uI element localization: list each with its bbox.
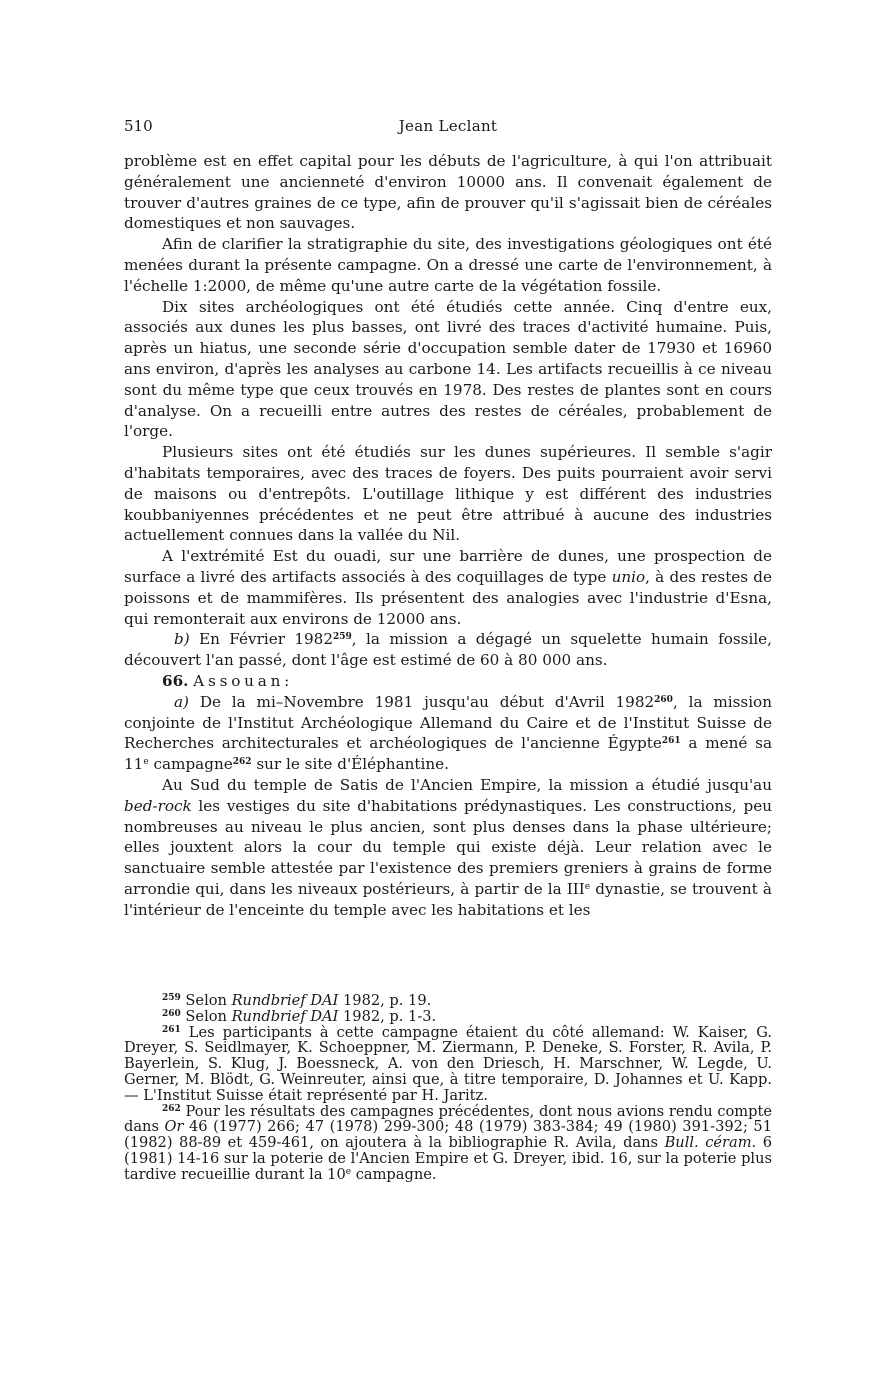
italic-title: Bull. céram. bbox=[664, 1134, 757, 1152]
paragraph-text: sur le site d'Éléphantine. bbox=[251, 755, 449, 774]
italic-term: unio bbox=[611, 567, 646, 586]
paragraph-text: Au Sud du temple de Satis de l'Ancien Empire, la mission a étudié jusqu'au bbox=[162, 775, 772, 794]
paragraph-text: , la mission conjointe de l'Institut Archéologique Allemand du Caire et de l'Institut Suisse de Recherches architecturales et archéologiques de l'ancienne Égypte bbox=[124, 692, 772, 753]
page-number: 510 bbox=[124, 117, 153, 135]
ordinal-suffix: e bbox=[584, 881, 591, 892]
italic-title: Rundbrief DAI bbox=[231, 1007, 339, 1025]
paragraph bbox=[124, 692, 772, 775]
footnote-text: Pour les résultats des campagnes précédentes, dont nous avions rendu compte dans bbox=[124, 1102, 772, 1136]
italic-term: bed-rock bbox=[124, 796, 192, 815]
paragraph-text: Afin de clarifier la stratigraphie du site, des investigations géologiques ont été menées durant la présente campagne. On a dressé une carte de l'environnement, à l'échelle 1:2000, de même qu'une autre carte de la végétation fossile. bbox=[124, 235, 772, 295]
paragraph bbox=[124, 297, 772, 443]
paragraph-text: les vestiges du site d'habitations prédynastiques. Les constructions, peu nombreuses au niveau le plus ancien, sont plus denses dans la phase ultérieure; elles jouxtent alors la cour du temple qui existe déjà. Leur relation avec le sanctuaire semble attestée par l'existence des premiers greniers à grains de forme arrondie qui, dans les niveaux postérieurs, à partir de la III bbox=[124, 796, 772, 898]
footnote-number: 259 bbox=[162, 993, 181, 1003]
footnote-ref[interactable]: 260 bbox=[654, 694, 673, 705]
footnote-261 bbox=[124, 1025, 772, 1104]
footnote-number: 262 bbox=[162, 1103, 181, 1114]
paragraph bbox=[124, 234, 772, 296]
paragraph-text: problème est en effet capital pour les débuts de l'agriculture, à qui l'on attribuait généralement une ancienneté d'environ 10000 ans. Il convenait également de trouver d'autres graines de ce type, afin de prouver qu'il s'agissait bien de céréales domestiques et non sauvages. bbox=[124, 152, 772, 233]
section-number: 66. bbox=[162, 671, 189, 690]
footnote-number: 260 bbox=[162, 1008, 181, 1019]
footnote-text: 46 (1977) 266; 47 (1978) 299-300; 48 (1979) 383-384; 49 (1980) 391-392; 51 (1982) 88-89 et 459-461, on ajoutera à la bibliographie R. Avila, dans bbox=[124, 1118, 772, 1152]
item-label: b) bbox=[174, 630, 190, 649]
paragraph bbox=[124, 629, 772, 671]
footnote-260 bbox=[124, 1009, 772, 1025]
footnote-ref[interactable]: 261 bbox=[661, 736, 681, 747]
page-header bbox=[124, 117, 772, 139]
paragraph-text: De la mi–Novembre 1981 jusqu'au début d'Avril 1982 bbox=[188, 692, 655, 711]
paragraph-text: Dix sites archéologiques ont été étudiés cette année. Cinq d'entre eux, associés aux dunes les plus basses, ont livré des traces d'activité humaine. Puis, après un hiatus, une seconde série d'occupation semble dater de 17930 et 16960 ans environ, d'après les analyses au carbone 14. Les artifacts recueillis à ce niveau sont du même type que ceux trouvés en 1978. Des restes de plantes sont en cours d'analyse. On a recueilli entre autres des restes de céréales, probablement de l'orge. bbox=[124, 297, 772, 441]
body-text bbox=[124, 151, 772, 920]
paragraph bbox=[124, 442, 772, 546]
footnote-ref[interactable]: 262 bbox=[232, 757, 252, 768]
footnote-ref[interactable]: 259 bbox=[333, 632, 352, 643]
italic-title: Or bbox=[164, 1118, 184, 1136]
footnote-text: campagne. bbox=[351, 1165, 437, 1183]
footnote-text: Les participants à cette campagne étaient du côté allemand: W. Kaiser, G. Dreyer, S. Seidlmayer, K. Schoeppner, M. Ziermann, P. Deneke, S. Forster, R. Avila, P. Bayerlein, S. Klug, J. Boessneck, A. von den Driesch, H. Marschner, W. Legde, U. Gerner, M. Blödt, G. Weinreuter, ainsi que, à titre temporaire, D. Johannes et U. Kapp. — L'Institut Suisse était représenté par H. Jaritz. bbox=[124, 1023, 772, 1104]
italic-title: Rundbrief DAI bbox=[231, 992, 339, 1009]
paragraph-text: En Février 1982 bbox=[189, 630, 333, 649]
section-title: Assouan: bbox=[193, 671, 294, 690]
section-heading bbox=[124, 671, 772, 692]
ordinal-suffix: e bbox=[143, 757, 149, 768]
paragraph-text: A l'extrémité Est du ouadi, sur une barrière de dunes, une prospection de surface a livré des artifacts associés à des coquillages de type bbox=[124, 547, 772, 586]
footnote-259 bbox=[124, 993, 772, 1009]
paragraph-text: Plusieurs sites ont été étudiés sur les dunes supérieures. Il semble s'agir d'habitats temporaires, avec des traces de foyers. Des puits pourraient avoir servi de maisons ou d'entrepôts. L'outillage lithique y est différent des industries koubbaniyennes précédentes et ne peut être attribué à aucune des industries actuellement connues dans la vallée du Nil. bbox=[124, 443, 772, 545]
footnote-text: 1982, p. 19. bbox=[338, 992, 432, 1009]
paragraph bbox=[124, 775, 772, 921]
ordinal-suffix: e bbox=[345, 1166, 352, 1177]
footnote-262 bbox=[124, 1104, 772, 1183]
paragraph-text: a mené sa 11 bbox=[124, 734, 772, 774]
paragraph bbox=[124, 151, 772, 234]
footnotes bbox=[124, 993, 772, 1183]
footnote-text: Selon bbox=[180, 1007, 232, 1025]
paragraph-text: dynastie, se trouvent à l'intérieur de l'enceinte du temple avec les habitations et les bbox=[124, 879, 772, 919]
paragraph-text: , à des restes de poissons et de mammifères. Ils présentent des analogies avec l'industrie d'Esna, qui remonterait aux environs de 12000 ans. bbox=[124, 567, 772, 628]
paragraph-text: , la mission a dégagé un squelette humain fossile, découvert l'an passé, dont l'âge est estimé de 60 à 80 000 ans. bbox=[124, 630, 772, 670]
paragraph bbox=[124, 546, 772, 629]
item-label: a) bbox=[174, 692, 189, 711]
footnote-text: 6 (1981) 14-16 sur la poterie de l'Ancien Empire et G. Dreyer, ibid. 16, sur la poterie plus tardive recueillie durant la 10 bbox=[124, 1134, 772, 1183]
footnote-number: 261 bbox=[162, 1024, 181, 1035]
footnote-text: Selon bbox=[180, 992, 232, 1009]
running-head: Jean Leclant bbox=[398, 117, 498, 135]
paragraph-text: campagne bbox=[148, 755, 233, 774]
footnote-text: 1982, p. 1-3. bbox=[338, 1007, 437, 1025]
